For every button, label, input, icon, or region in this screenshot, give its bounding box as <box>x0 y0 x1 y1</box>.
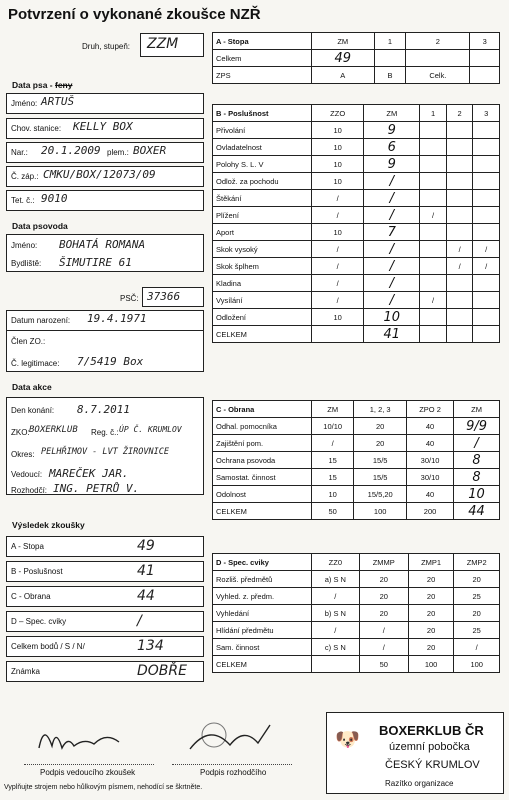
cell <box>470 50 500 67</box>
row-label: Vyhledání <box>213 605 312 622</box>
table-row <box>213 571 500 588</box>
cell: 10 <box>312 309 364 326</box>
druh-box[interactable] <box>140 33 204 57</box>
result-row[interactable]: Známka DOBŘE <box>6 661 204 682</box>
cell: 15 <box>312 469 354 486</box>
tableA-header-cell: 1 <box>374 33 406 50</box>
footer-note: Vyplňujte strojem nebo hůlkovým písmem, nehodící se škrtněte. <box>4 784 203 791</box>
cell: 15/5 <box>354 452 407 469</box>
tableD-header-cell: ZMP2 <box>454 554 500 571</box>
cell: 49 <box>312 50 375 67</box>
cell <box>446 275 473 292</box>
table-row <box>213 292 500 309</box>
event-judge[interactable]: ING. PETRŮ V. <box>53 482 140 495</box>
cell <box>446 122 473 139</box>
cell <box>420 139 447 156</box>
table-a-stopa <box>212 32 500 84</box>
row-label: CELKEM <box>213 503 312 520</box>
row-label: Kladina <box>213 275 312 292</box>
cell <box>406 50 470 67</box>
cell <box>446 326 473 343</box>
cell: a) S N <box>312 571 360 588</box>
row-label: Skok šplhem <box>213 258 312 275</box>
table-row <box>213 622 500 639</box>
cell: / <box>312 435 354 452</box>
cell: / <box>312 292 364 309</box>
cell: Celk. <box>406 67 470 84</box>
cell: 20 <box>454 571 500 588</box>
dob-field[interactable]: Datum narození: 19.4.1971 <box>6 310 204 331</box>
cell[interactable]: / <box>364 292 420 309</box>
cell: 40 <box>406 486 453 503</box>
table-d-spec-cviky <box>212 553 500 673</box>
cell <box>473 207 500 224</box>
cell <box>420 156 447 173</box>
cell: / <box>359 639 408 656</box>
table-row <box>213 122 500 139</box>
cell: / <box>446 258 473 275</box>
sig2-label: Podpis rozhodčího <box>200 768 267 777</box>
cell: 20 <box>359 588 408 605</box>
row-label: CELKEM <box>213 656 312 673</box>
handler-address[interactable]: ŠIMUTIRE 61 <box>59 256 132 269</box>
cell: / <box>312 622 360 639</box>
row-label: Zajištění pom. <box>213 435 312 452</box>
cell[interactable]: 10 <box>364 309 420 326</box>
cell: / <box>454 639 500 656</box>
row-label: Skok vysoký <box>213 241 312 258</box>
cell <box>420 173 447 190</box>
handler-name[interactable]: BOHATÁ ROMANA <box>59 238 146 251</box>
table-row <box>213 275 500 292</box>
table-row <box>213 452 500 469</box>
cell <box>473 326 500 343</box>
member-legit: Člen ZO.: Č. legitimace: 7/5419 Box <box>6 330 204 372</box>
cell[interactable]: 8 <box>454 469 500 486</box>
cell: 20 <box>354 435 407 452</box>
cell: 30/10 <box>406 452 453 469</box>
cell: / <box>420 207 447 224</box>
handler-name-address: Jméno: BOHATÁ ROMANA Bydliště: ŠIMUTIRE 61 <box>6 234 204 272</box>
table-row <box>213 139 500 156</box>
cell: c) S N <box>312 639 360 656</box>
table-row <box>213 656 500 673</box>
table-row <box>213 156 500 173</box>
cell: 20 <box>359 571 408 588</box>
event-section-title: Data akce <box>12 382 52 392</box>
table-row <box>213 435 500 452</box>
cell: 30/10 <box>406 469 453 486</box>
tableD-header-cell: D - Spec. cviky <box>213 554 312 571</box>
tableB-header-cell: ZM <box>364 105 420 122</box>
cell[interactable]: / <box>454 435 500 452</box>
row-label: Odhal. pomocníka <box>213 418 312 435</box>
row-label: Samostat. činnost <box>213 469 312 486</box>
event-reg[interactable]: ÚP Č. KRUMLOV <box>119 425 182 434</box>
table-row <box>213 309 500 326</box>
cell <box>473 173 500 190</box>
dog-field-0[interactable]: Jméno: ARTUŠ <box>6 93 204 114</box>
cell: / <box>446 241 473 258</box>
tableB-header-cell: ZZO <box>312 105 364 122</box>
cell: 10 <box>312 139 364 156</box>
cell <box>446 224 473 241</box>
cell[interactable]: 6 <box>364 139 420 156</box>
cell <box>420 258 447 275</box>
row-label: Aport <box>213 224 312 241</box>
cell: / <box>312 275 364 292</box>
table-row <box>213 486 500 503</box>
result-row[interactable]: B - Poslušnost 41 <box>6 561 204 582</box>
tableA-header-cell: ZM <box>312 33 375 50</box>
organization-stamp: 🐶 BOXERKLUB ČR územní pobočka ČESKÝ KRUMLOV Razítko organizace <box>326 712 504 794</box>
cell[interactable]: / <box>364 275 420 292</box>
row-label: Přivolání <box>213 122 312 139</box>
tableA-header-cell: 2 <box>406 33 470 50</box>
table-row <box>213 605 500 622</box>
result-row[interactable]: Celkem bodů / S / N/ 134 <box>6 636 204 657</box>
cell <box>446 173 473 190</box>
cell: 20 <box>454 605 500 622</box>
table-row <box>213 418 500 435</box>
cell <box>420 275 447 292</box>
cell <box>473 139 500 156</box>
cell: / <box>420 292 447 309</box>
cell: 100 <box>454 656 500 673</box>
row-label: Štěkání <box>213 190 312 207</box>
row-label: Odlož. za pochodu <box>213 173 312 190</box>
cell <box>446 207 473 224</box>
sig1-line <box>24 764 154 765</box>
tableB-header-cell: 1 <box>420 105 447 122</box>
tableD-header-cell: ZMMP <box>359 554 408 571</box>
cell: 15/5,20 <box>354 486 407 503</box>
legit-value[interactable]: 7/5419 Box <box>77 355 144 368</box>
row-label: Celkem <box>213 50 312 67</box>
cell: / <box>312 258 364 275</box>
row-label: Sam. činnost <box>213 639 312 656</box>
table-row <box>213 639 500 656</box>
cell <box>446 292 473 309</box>
cell: b) S N <box>312 605 360 622</box>
row-label: Hlídání předmětu <box>213 622 312 639</box>
cell: 10 <box>312 173 364 190</box>
handler-section-title: Data psovoda <box>12 221 68 231</box>
cell <box>473 275 500 292</box>
cell[interactable]: 9 <box>364 122 420 139</box>
cell: 100 <box>408 656 454 673</box>
cell[interactable]: / <box>364 173 420 190</box>
table-row <box>213 50 500 67</box>
cell: 40 <box>406 418 453 435</box>
dog-field-2[interactable]: Nar.: 20.1.2009 plem.: BOXER <box>6 142 204 163</box>
cell: 20 <box>354 418 407 435</box>
dog-logo-icon: 🐶 <box>335 729 360 751</box>
cell: 20 <box>408 622 454 639</box>
cell: 10 <box>312 156 364 173</box>
cell[interactable]: 7 <box>364 224 420 241</box>
cell: 15/5 <box>354 469 407 486</box>
event-group: Den konání: 8.7.2011 ZKO: BOXERKLUB Reg. č.: ÚP Č. KRUMLOV Okres: PELHŘIMOV - LVT ŽIROVNICE Vedoucí: MAREČEK JAR. Rozhodčí: ING. PETRŮ V. <box>6 397 204 495</box>
tableA-header-cell: 3 <box>470 33 500 50</box>
cell: B <box>374 67 406 84</box>
cell[interactable]: 8 <box>454 452 500 469</box>
results-section-title: Výsledek zkoušky <box>12 520 85 530</box>
cell <box>420 326 447 343</box>
cell: 50 <box>312 503 354 520</box>
row-label: CELKEM <box>213 326 312 343</box>
cell: 15 <box>312 452 354 469</box>
judge-signature-icon <box>180 715 280 759</box>
cell <box>473 224 500 241</box>
table-row <box>213 503 500 520</box>
cell: / <box>473 258 500 275</box>
cell: / <box>312 190 364 207</box>
event-district[interactable]: PELHŘIMOV - LVT ŽIROVNICE <box>41 447 169 457</box>
cell: / <box>473 241 500 258</box>
cell <box>446 156 473 173</box>
cell: 20 <box>408 639 454 656</box>
cell: 10 <box>312 486 354 503</box>
tableD-header-cell: ZMP1 <box>408 554 454 571</box>
table-row <box>213 258 500 275</box>
dog-field-4[interactable]: Tet. č.: 9010 <box>6 190 204 211</box>
cell[interactable]: 10 <box>454 486 500 503</box>
cell <box>312 656 360 673</box>
cell <box>473 309 500 326</box>
table-c-obrana <box>212 400 500 520</box>
cell: 100 <box>354 503 407 520</box>
sig1-label: Podpis vedoucího zkoušek <box>40 768 136 777</box>
cell[interactable]: 9/9 <box>454 418 500 435</box>
table-row <box>213 207 500 224</box>
row-label: Polohy S. L. V <box>213 156 312 173</box>
cell: 25 <box>454 622 500 639</box>
cell <box>374 50 406 67</box>
dog-field-1[interactable]: Chov. stanice: KELLY BOX <box>6 118 204 139</box>
page-title: Potvrzení o vykonané zkoušce NZŘ <box>8 6 261 23</box>
dog-field-3[interactable]: Č. záp.: CMKU/BOX/12073/09 <box>6 166 204 187</box>
tableA-header-cell: A - Stopa <box>213 33 312 50</box>
event-date[interactable]: 8.7.2011 <box>77 403 130 416</box>
cell <box>420 122 447 139</box>
tableC-header-cell: ZPO 2 <box>406 401 453 418</box>
row-label: Odložení <box>213 309 312 326</box>
row-label: Ovladatelnost <box>213 139 312 156</box>
cell: 40 <box>406 435 453 452</box>
cell <box>420 309 447 326</box>
cell: 10 <box>312 224 364 241</box>
cell: 20 <box>359 605 408 622</box>
tableC-header-cell: ZM <box>454 401 500 418</box>
row-label: Odolnost <box>213 486 312 503</box>
row-label: Ochrana psovoda <box>213 452 312 469</box>
druh-label: Druh, stupeň: <box>82 42 131 51</box>
table-row <box>213 190 500 207</box>
tableC-header-cell: ZM <box>312 401 354 418</box>
table-row <box>213 588 500 605</box>
cell <box>420 224 447 241</box>
druh-value: ZZM <box>147 36 179 52</box>
result-row[interactable]: A - Stopa 49 <box>6 536 204 557</box>
result-row[interactable]: D – Spec. cviky / <box>6 611 204 632</box>
tableC-header-cell: 1, 2, 3 <box>354 401 407 418</box>
cell: 20 <box>408 571 454 588</box>
tableB-header-cell: B - Poslušnost <box>213 105 312 122</box>
cell <box>446 190 473 207</box>
tableD-header-cell: ZZ0 <box>312 554 360 571</box>
cell[interactable]: / <box>364 207 420 224</box>
row-label: ZPS <box>213 67 312 84</box>
cell <box>473 122 500 139</box>
row-label: Rozliš. předmětů <box>213 571 312 588</box>
psc-field[interactable]: 37366 <box>142 287 204 307</box>
dog-section-title: Data psa - feny <box>12 80 73 90</box>
psc-label: PSČ: <box>120 294 139 303</box>
cell: 25 <box>454 588 500 605</box>
cell <box>473 292 500 309</box>
cell: 50 <box>359 656 408 673</box>
table-row <box>213 469 500 486</box>
cell <box>420 190 447 207</box>
row-label: Plížení <box>213 207 312 224</box>
cell: / <box>312 588 360 605</box>
cell[interactable]: / <box>364 258 420 275</box>
cell[interactable]: 9 <box>364 156 420 173</box>
cell <box>446 309 473 326</box>
cell[interactable]: 44 <box>454 503 500 520</box>
tableB-header-cell: 2 <box>446 105 473 122</box>
cell: 200 <box>406 503 453 520</box>
cell: / <box>312 207 364 224</box>
cell <box>473 190 500 207</box>
cell[interactable]: / <box>364 190 420 207</box>
sig2-line <box>172 764 292 765</box>
table-row <box>213 326 500 343</box>
row-label: Vysílání <box>213 292 312 309</box>
cell <box>446 139 473 156</box>
table-row <box>213 241 500 258</box>
cell <box>420 241 447 258</box>
row-label: Vyhled. z. předm. <box>213 588 312 605</box>
cell <box>473 156 500 173</box>
tableB-header-cell: 3 <box>473 105 500 122</box>
cell <box>312 326 364 343</box>
cell <box>470 67 500 84</box>
event-leader[interactable]: MAREČEK JAR. <box>49 467 129 480</box>
event-zko[interactable]: BOXERKLUB <box>29 425 78 435</box>
cell: / <box>312 241 364 258</box>
tableC-header-cell: C - Obrana <box>213 401 312 418</box>
table-b-poslusnost <box>212 104 500 343</box>
cell: A <box>312 67 375 84</box>
cell: 10 <box>312 122 364 139</box>
cell: / <box>359 622 408 639</box>
cell[interactable]: 41 <box>364 326 420 343</box>
cell[interactable]: / <box>364 241 420 258</box>
cell: 20 <box>408 605 454 622</box>
table-row <box>213 173 500 190</box>
table-row <box>213 224 500 241</box>
leader-signature-icon <box>34 718 134 758</box>
table-row <box>213 67 500 84</box>
result-row[interactable]: C - Obrana 44 <box>6 586 204 607</box>
cell: 10/10 <box>312 418 354 435</box>
cell: 20 <box>408 588 454 605</box>
